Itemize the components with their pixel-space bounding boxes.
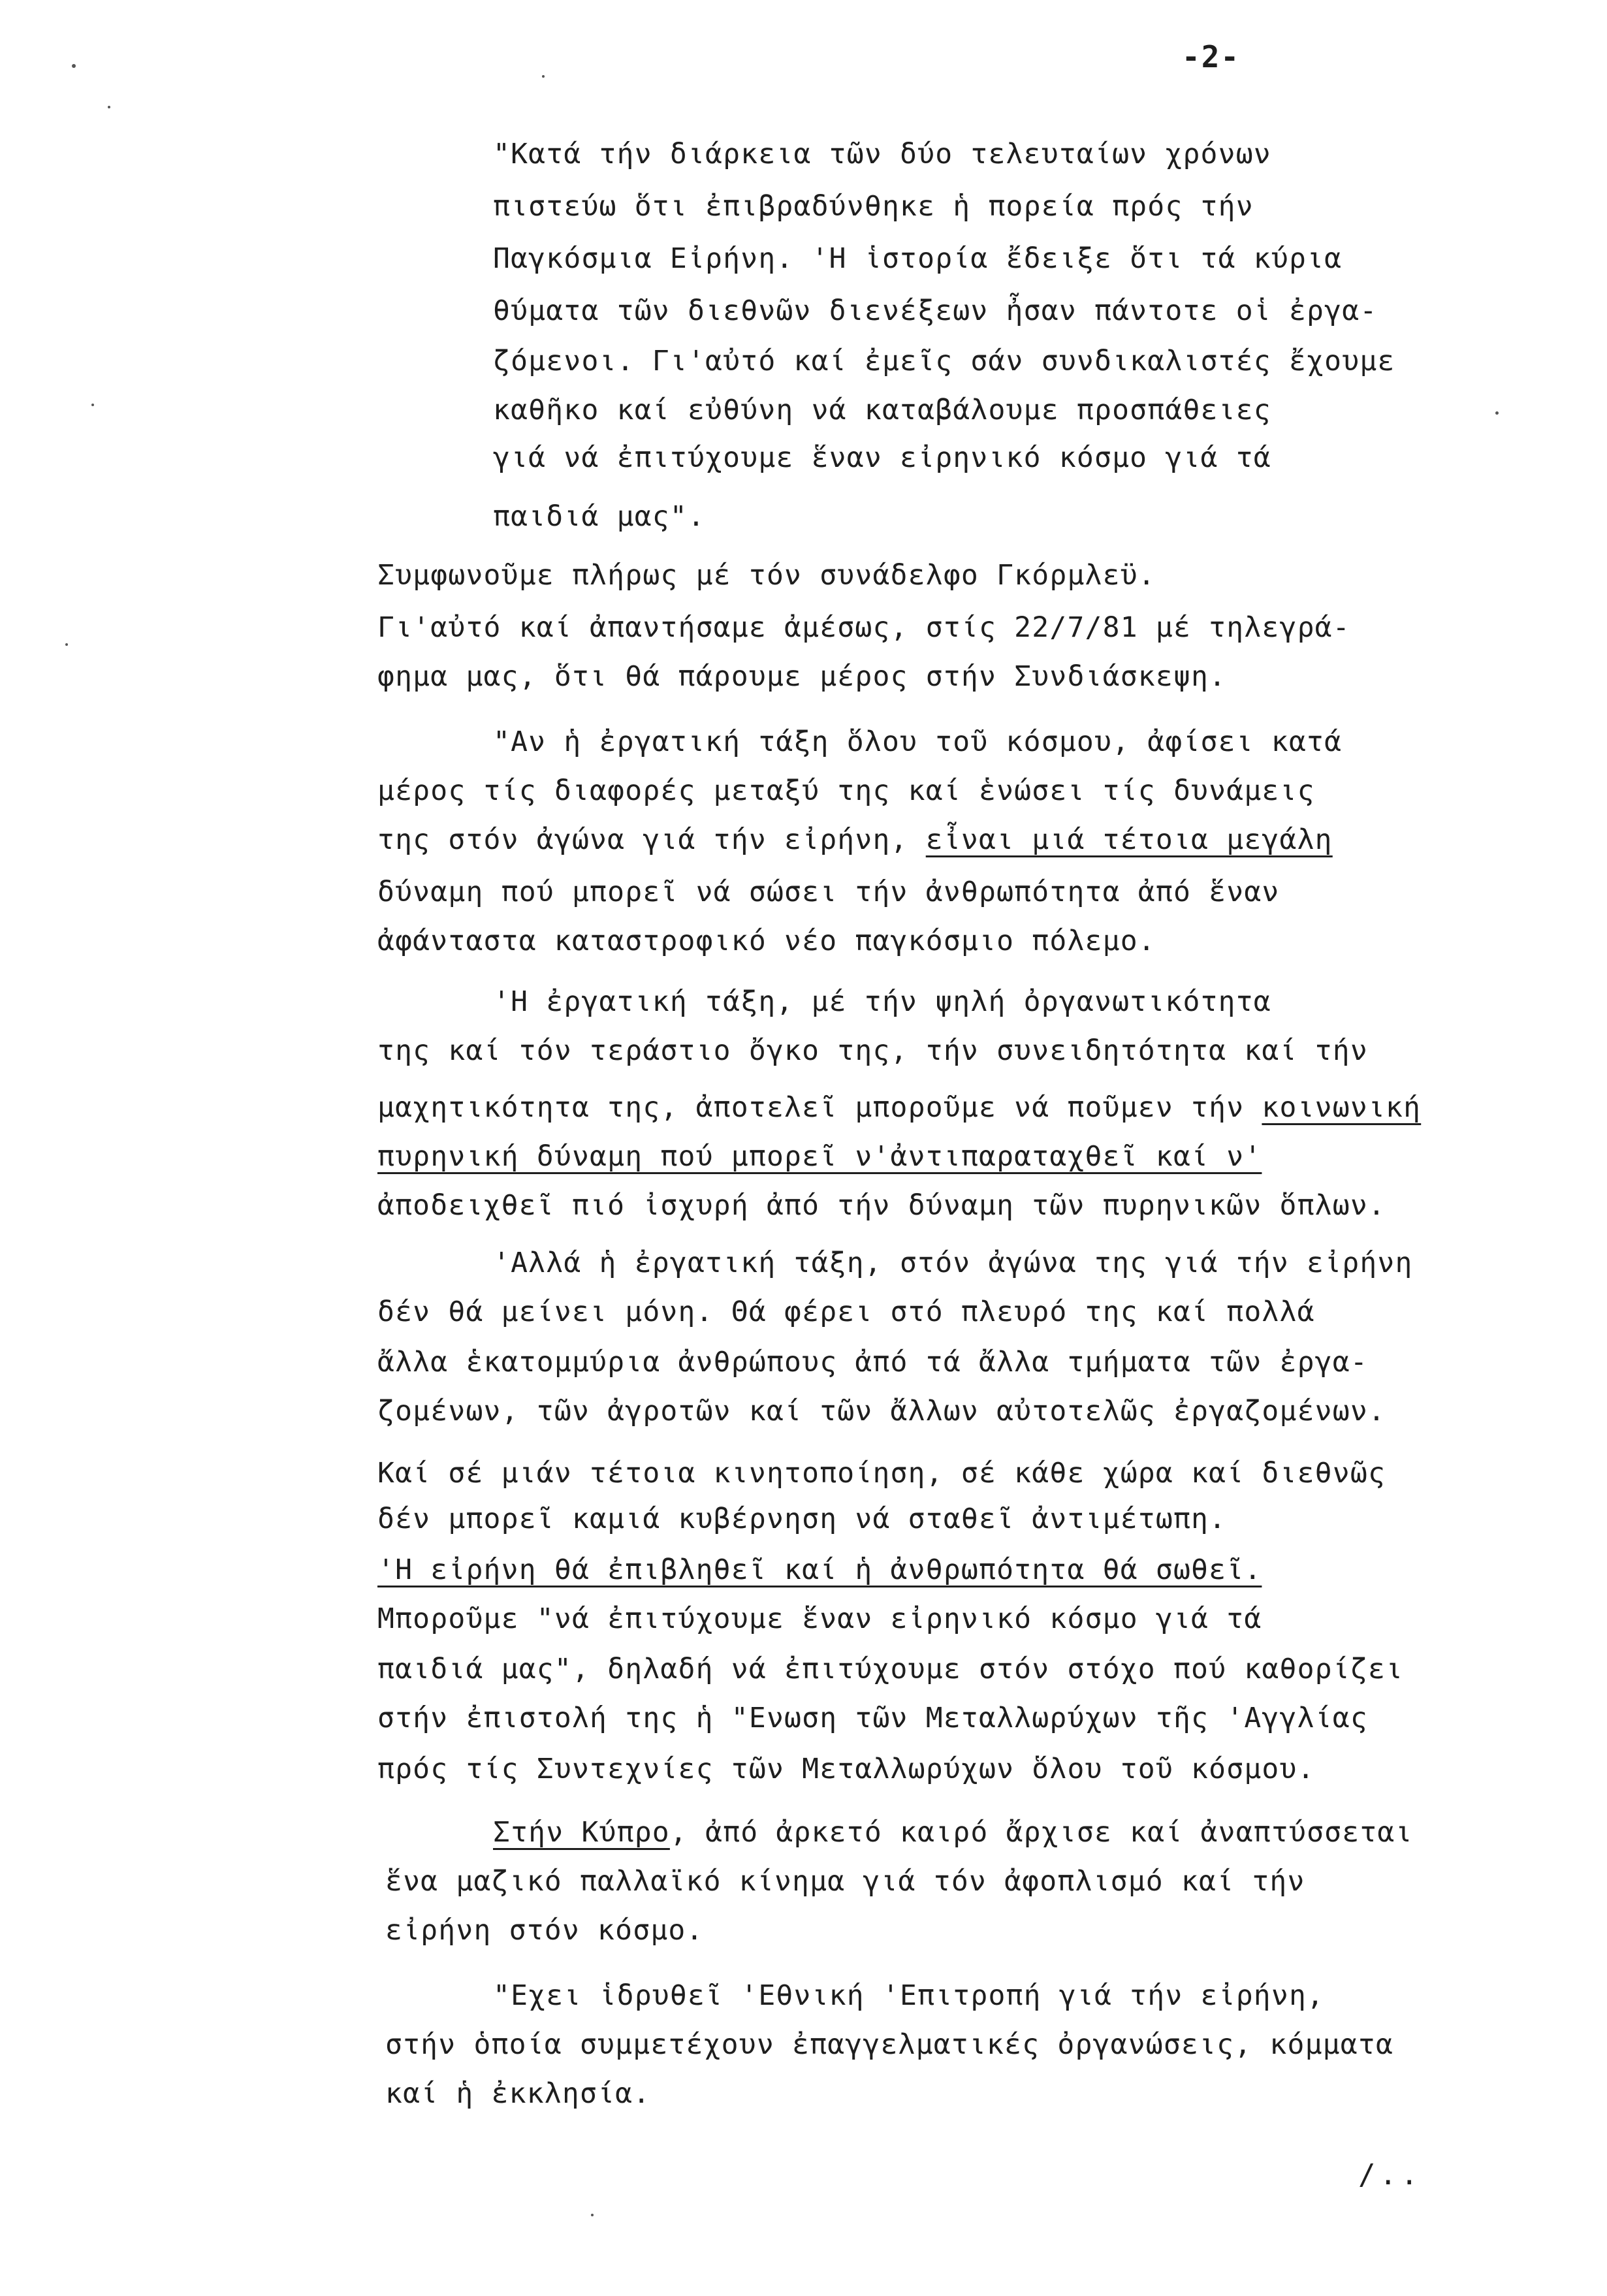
text-line: στήν ὁποία συμμετέχουν ἐπαγγελματικές ὀργανώσεις, κόμματα — [385, 2028, 1394, 2061]
text-line — [377, 1091, 1421, 1124]
text-line — [377, 823, 1333, 857]
quote-line: παιδιά μας". — [493, 500, 706, 533]
text-line: δέν θά μείνει μόνη. Θά φέρει στό πλευρό της καί πολλά — [377, 1296, 1315, 1328]
text-run: της στόν ἀγώνα γιά τήν εἰρήνη, — [377, 823, 926, 856]
quote-line: γιά νά ἐπιτύχουμε ἕναν εἰρηνικό κόσμο γιά τά — [493, 441, 1271, 474]
text-line: εἰρήνη στόν κόσμο. — [385, 1914, 704, 1947]
text-line: καί ἡ ἐκκλησία. — [385, 2077, 651, 2110]
underlined-phrase: κοινωνική — [1262, 1091, 1422, 1124]
underlined-phrase: Στήν Κύπρο — [493, 1816, 670, 1849]
scan-speck — [108, 106, 110, 108]
text-line: Γι'αὐτό καί ἀπαντήσαμε ἀμέσως, στίς 22/7/81 μέ τηλεγρά- — [377, 611, 1350, 644]
underlined-phrase: πυρηνική δύναμη πού μπορεῖ ν'ἀντιπαραταχθεῖ καί ν' — [377, 1140, 1262, 1173]
quote-line: πιστεύω ὅτι ἐπιβραδύνθηκε ἡ πορεία πρός τήν — [493, 190, 1254, 223]
quote-line: ζόμενοι. Γι'αὐτό καί ἐμεῖς σάν συνδικαλιστές ἔχουμε — [493, 345, 1395, 377]
underlined-phrase: 'Η εἰρήνη θά ἐπιβληθεῖ καί ἡ ἀνθρωπότητα θά σωθεῖ. — [377, 1554, 1262, 1586]
text-line: "Αν ἡ ἐργατική τάξη ὅλου τοῦ κόσμου, ἀφίσει κατά — [493, 725, 1343, 758]
scan-speck — [542, 75, 545, 78]
text-line: φημα μας, ὅτι θά πάρουμε μέρος στήν Συνδιάσκεψη. — [377, 660, 1227, 693]
quote-line: θύματα τῶν διεθνῶν διενέξεων ἦσαν πάντοτε οἱ ἐργα- — [493, 295, 1378, 327]
scan-speck — [65, 643, 68, 646]
text-line: της καί τόν τεράστιο ὄγκο της, τήν συνειδητότητα καί τήν — [377, 1034, 1368, 1067]
scan-speck — [591, 2214, 594, 2216]
text-line: "Εχει ἱδρυθεῖ 'Εθνική 'Επιτροπή γιά τήν εἰρήνη, — [493, 1979, 1325, 2012]
text-line — [493, 1815, 1413, 1849]
text-line: Μποροῦμε "νά ἐπιτύχουμε ἕναν εἰρηνικό κόσμο γιά τά — [377, 1602, 1262, 1635]
text-line: πρός τίς Συντεχνίες τῶν Μεταλλωρύχων ὅλου τοῦ κόσμου. — [377, 1753, 1315, 1785]
text-line: ἄλλα ἑκατομμύρια ἀνθρώπους ἀπό τά ἄλλα τμήματα τῶν ἐργα- — [377, 1346, 1368, 1379]
text-line: Καί σέ μιάν τέτοια κινητοποίηση, σέ κάθε χώρα καί διεθνῶς — [377, 1457, 1386, 1490]
scan-speck — [72, 64, 76, 68]
text-line: ἕνα μαζικό παλλαϊκό κίνημα γιά τόν ἀφοπλισμό καί τήν — [385, 1865, 1305, 1898]
text-line: Συμφωνοῦμε πλήρως μέ τόν συνάδελφο Γκόρμλεϋ. — [377, 559, 1156, 592]
text-line — [377, 1553, 1262, 1587]
page-number: -2- — [1182, 39, 1241, 74]
underlined-phrase: εἶναι μιά τέτοια μεγάλη — [925, 823, 1333, 856]
text-line: στήν ἐπιστολή της ἡ "Ενωση τῶν Μεταλλωρύχων τῆς 'Αγγλίας — [377, 1702, 1368, 1734]
quote-line: καθῆκο καί εὐθύνη νά καταβάλουμε προσπάθειες — [493, 394, 1271, 426]
text-line: 'Η ἐργατική τάξη, μέ τήν ψηλή ὀργανωτικότητα — [493, 985, 1271, 1018]
quote-line: Παγκόσμια Εἰρήνη. 'Η ἱστορία ἔδειξε ὅτι τά κύρια — [493, 242, 1343, 275]
text-run: μαχητικότητα της, ἀποτελεῖ μποροῦμε νά ποῦμεν τήν — [377, 1091, 1262, 1124]
quote-line: "Κατά τήν διάρκεια τῶν δύο τελευταίων χρόνων — [493, 138, 1271, 170]
scan-speck — [91, 404, 94, 406]
text-line: ἀποδειχθεῖ πιό ἰσχυρή ἀπό τήν δύναμη τῶν πυρηνικῶν ὅπλων. — [377, 1189, 1386, 1222]
text-run: , ἀπό ἀρκετό καιρό ἄρχισε καί ἀναπτύσσεται — [669, 1816, 1413, 1849]
continuation-mark: /.. — [1358, 2158, 1422, 2192]
text-line: ζομένων, τῶν ἀγροτῶν καί τῶν ἄλλων αὐτοτελῶς ἐργαζομένων. — [377, 1395, 1386, 1427]
text-line: ἀφάνταστα καταστροφικό νέο παγκόσμιο πόλεμο. — [377, 925, 1156, 957]
text-line: 'Αλλά ἡ ἐργατική τάξη, στόν ἀγώνα της γιά τήν εἰρήνη — [493, 1247, 1413, 1279]
text-line: δέν μπορεῖ καμιά κυβέρνηση νά σταθεῖ ἀντιμέτωπη. — [377, 1503, 1227, 1535]
text-line: μέρος τίς διαφορές μεταξύ της καί ἑνώσει τίς δυνάμεις — [377, 774, 1315, 807]
text-line: παιδιά μας", δηλαδή νά ἐπιτύχουμε στόν στόχο πού καθορίζει — [377, 1653, 1404, 1685]
text-line — [377, 1140, 1262, 1173]
text-line: δύναμη πού μπορεῖ νά σώσει τήν ἀνθρωπότητα ἀπό ἕναν — [377, 876, 1280, 908]
scan-speck — [1495, 411, 1499, 415]
